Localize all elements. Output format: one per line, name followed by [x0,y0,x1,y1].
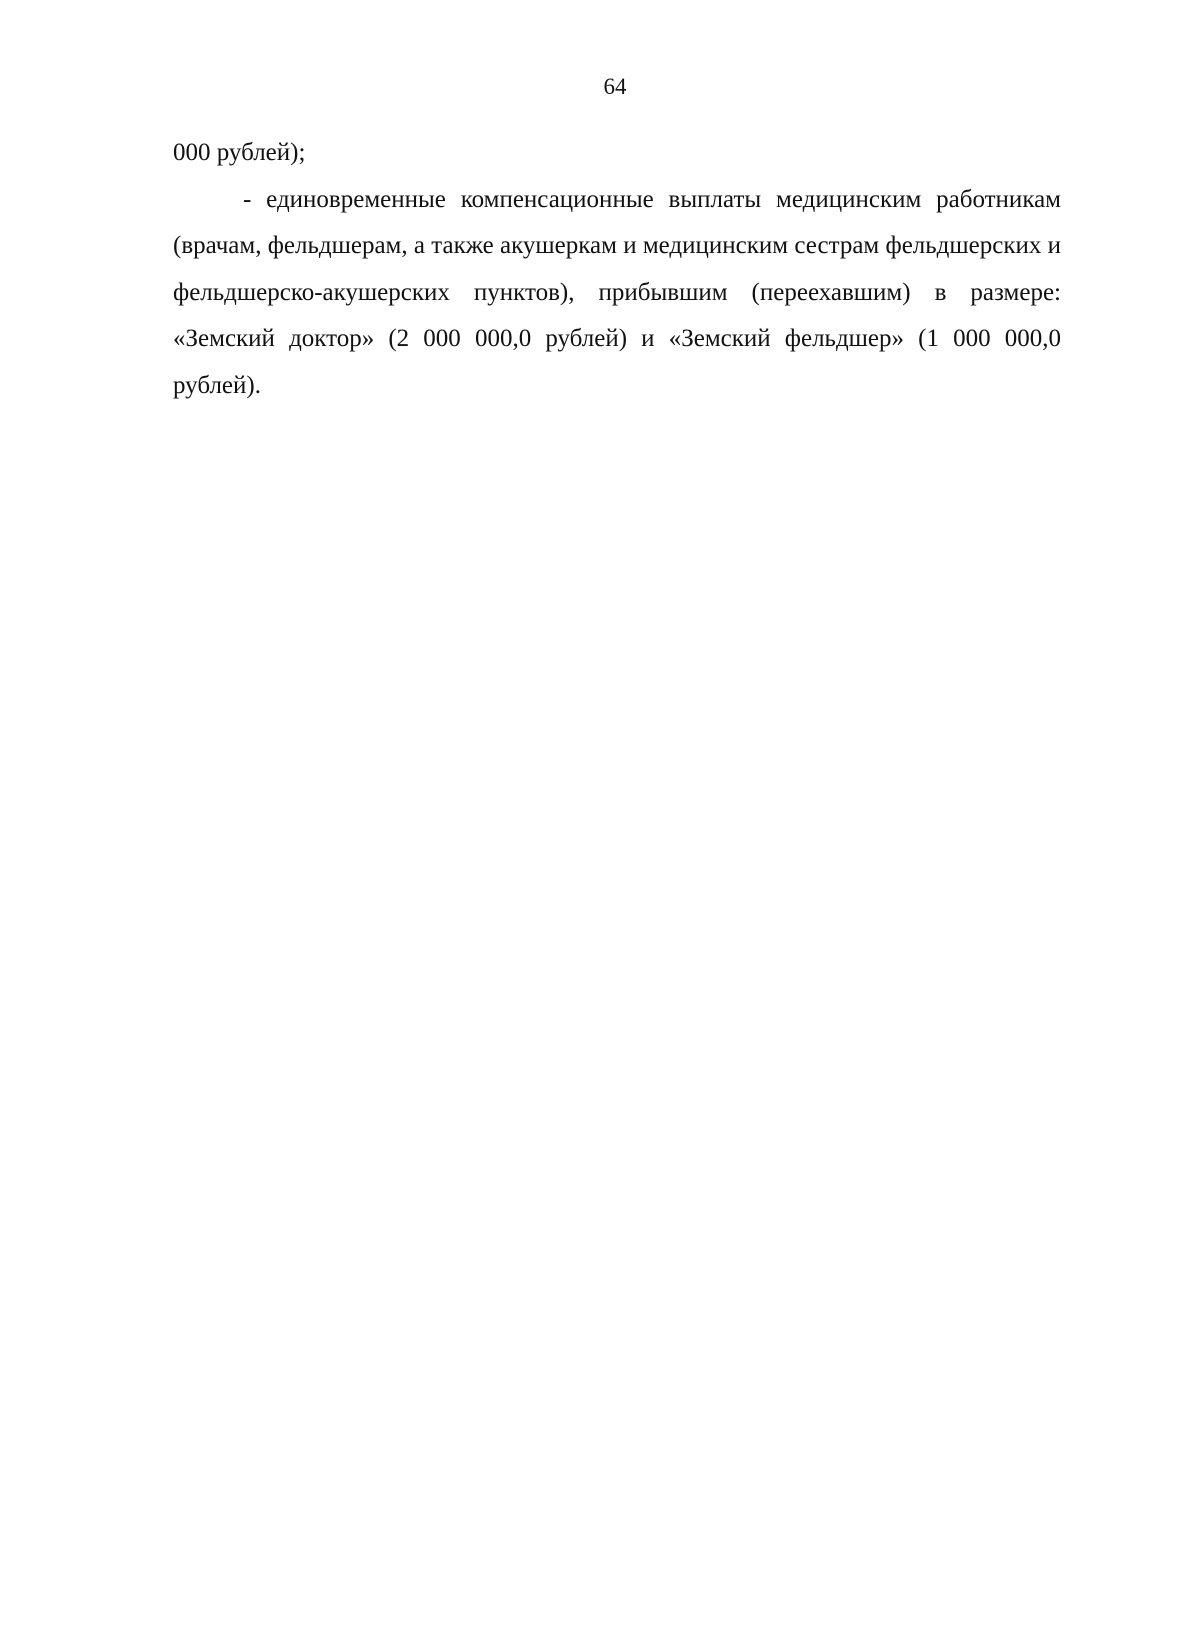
paragraph-continuation: 000 рублей); [173,139,306,166]
paragraph-compensation-payments: - единовременные компенсационные выплаты медицинским работникам (врачам, фельдшерам, а также акушеркам и медицинским сестрам фельдшерских и фельдшерско-акушерских пунктов), прибывшим (переехавшим) в размере: «Земский доктор» (2 000 000,0 рублей) и «Земский фельдшер» (1 000 000,0 рублей). [173,185,1061,399]
document-body [173,130,1061,409]
page-number: 64 [603,74,627,99]
